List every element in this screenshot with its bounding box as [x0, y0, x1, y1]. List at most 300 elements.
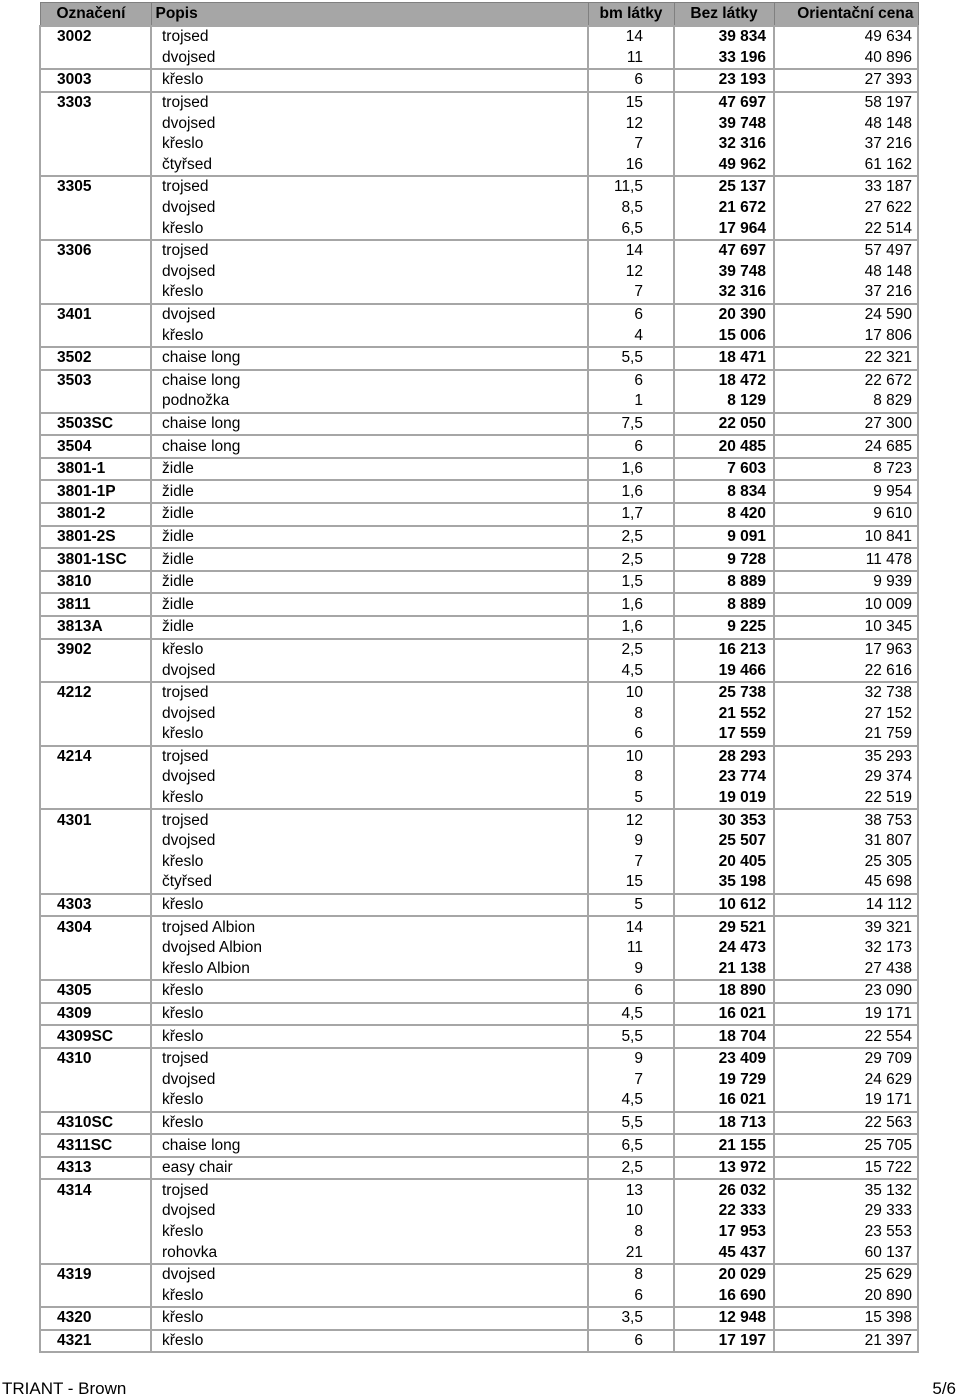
cell-without-fabric: 9 091 — [674, 526, 774, 549]
table-row — [40, 370, 918, 392]
cell-description: easy chair — [151, 1157, 588, 1180]
cell-price: 25 629 — [774, 1264, 918, 1286]
cell-code: 3811 — [40, 593, 151, 616]
cell-description: křeslo — [151, 1090, 588, 1112]
cell-without-fabric: 8 420 — [674, 503, 774, 526]
cell-fabric-meters: 12 — [588, 262, 674, 283]
cell-description: křeslo — [151, 282, 588, 304]
cell-without-fabric: 18 472 — [674, 370, 774, 392]
cell-description: křeslo — [151, 1222, 588, 1243]
table-row — [40, 526, 918, 549]
cell-description: trojsed — [151, 92, 588, 114]
cell-fabric-meters: 1 — [588, 391, 674, 413]
header-code: Označení — [40, 3, 151, 27]
footer-brand: TRIANT - Brown — [2, 1379, 127, 1398]
cell-fabric-meters: 5,5 — [588, 347, 674, 370]
cell-description: trojsed — [151, 26, 588, 48]
cell-code: 3813A — [40, 616, 151, 639]
cell-fabric-meters: 1,6 — [588, 616, 674, 639]
table-row — [40, 571, 918, 594]
cell-without-fabric: 49 962 — [674, 155, 774, 177]
cell-description: chaise long — [151, 370, 588, 392]
cell-price: 37 216 — [774, 134, 918, 155]
cell-description: židle — [151, 616, 588, 639]
cell-fabric-meters: 8 — [588, 1222, 674, 1243]
table-row — [40, 134, 918, 155]
cell-fabric-meters: 6 — [588, 435, 674, 458]
cell-description: židle — [151, 548, 588, 571]
cell-description: dvojsed Albion — [151, 938, 588, 959]
table-row — [40, 703, 918, 724]
table-row — [40, 1222, 918, 1243]
cell-without-fabric: 9 225 — [674, 616, 774, 639]
table-row — [40, 48, 918, 70]
table-row — [40, 724, 918, 746]
cell-without-fabric: 16 021 — [674, 1090, 774, 1112]
cell-without-fabric: 39 748 — [674, 262, 774, 283]
cell-description: křeslo — [151, 325, 588, 347]
cell-code — [40, 660, 151, 682]
table-row — [40, 176, 918, 198]
table-row — [40, 347, 918, 370]
cell-description: podnožka — [151, 391, 588, 413]
header-indicative-price: Orientační cena — [774, 3, 918, 27]
cell-description: čtyřsed — [151, 872, 588, 894]
cell-price: 22 519 — [774, 788, 918, 810]
cell-code — [40, 1222, 151, 1243]
cell-without-fabric: 21 155 — [674, 1134, 774, 1157]
cell-code: 3504 — [40, 435, 151, 458]
cell-without-fabric: 16 213 — [674, 639, 774, 661]
cell-code: 4321 — [40, 1330, 151, 1353]
cell-price: 15 722 — [774, 1157, 918, 1180]
table-row — [40, 92, 918, 114]
cell-price: 8 723 — [774, 458, 918, 481]
cell-code — [40, 788, 151, 810]
cell-code: 3002 — [40, 26, 151, 48]
cell-code — [40, 1070, 151, 1091]
table-row — [40, 325, 918, 347]
cell-fabric-meters: 21 — [588, 1242, 674, 1264]
cell-without-fabric: 18 704 — [674, 1025, 774, 1048]
cell-price: 22 321 — [774, 347, 918, 370]
cell-fabric-meters: 1,6 — [588, 593, 674, 616]
cell-code — [40, 325, 151, 347]
cell-price: 25 705 — [774, 1134, 918, 1157]
table-row — [40, 1307, 918, 1330]
cell-price: 38 753 — [774, 809, 918, 831]
cell-fabric-meters: 6 — [588, 1285, 674, 1307]
cell-code: 3401 — [40, 304, 151, 326]
table-row — [40, 980, 918, 1003]
cell-description: křeslo — [151, 1003, 588, 1026]
cell-code — [40, 872, 151, 894]
cell-description: křeslo — [151, 134, 588, 155]
cell-fabric-meters: 6,5 — [588, 1134, 674, 1157]
cell-price: 23 553 — [774, 1222, 918, 1243]
cell-description: dvojsed — [151, 304, 588, 326]
cell-price: 21 397 — [774, 1330, 918, 1353]
cell-price: 58 197 — [774, 92, 918, 114]
cell-fabric-meters: 7,5 — [588, 413, 674, 436]
table-row — [40, 639, 918, 661]
cell-without-fabric: 21 138 — [674, 959, 774, 981]
cell-price: 32 173 — [774, 938, 918, 959]
cell-description: chaise long — [151, 1134, 588, 1157]
cell-fabric-meters: 2,5 — [588, 639, 674, 661]
cell-without-fabric: 17 964 — [674, 218, 774, 240]
cell-without-fabric: 39 748 — [674, 113, 774, 134]
cell-code — [40, 198, 151, 219]
cell-fabric-meters: 14 — [588, 26, 674, 48]
cell-fabric-meters: 5,5 — [588, 1112, 674, 1135]
cell-description: dvojsed — [151, 831, 588, 852]
cell-fabric-meters: 9 — [588, 831, 674, 852]
cell-description: křeslo — [151, 639, 588, 661]
cell-without-fabric: 21 552 — [674, 703, 774, 724]
cell-fabric-meters: 7 — [588, 1070, 674, 1091]
cell-without-fabric: 17 197 — [674, 1330, 774, 1353]
cell-description: trojsed — [151, 1048, 588, 1070]
table-row — [40, 1242, 918, 1264]
cell-code: 3502 — [40, 347, 151, 370]
cell-code: 3305 — [40, 176, 151, 198]
table-row — [40, 1112, 918, 1135]
cell-without-fabric: 32 316 — [674, 282, 774, 304]
cell-code: 3503SC — [40, 413, 151, 436]
table-row — [40, 809, 918, 831]
cell-fabric-meters: 6 — [588, 980, 674, 1003]
table-row — [40, 682, 918, 704]
cell-price: 22 554 — [774, 1025, 918, 1048]
price-table — [39, 2, 919, 1353]
table-row — [40, 198, 918, 219]
cell-without-fabric: 45 437 — [674, 1242, 774, 1264]
cell-without-fabric: 19 019 — [674, 788, 774, 810]
cell-fabric-meters: 1,5 — [588, 571, 674, 594]
cell-fabric-meters: 11,5 — [588, 176, 674, 198]
cell-fabric-meters: 8 — [588, 703, 674, 724]
cell-code — [40, 1090, 151, 1112]
cell-fabric-meters: 4,5 — [588, 1003, 674, 1026]
cell-without-fabric: 20 405 — [674, 852, 774, 873]
cell-code — [40, 724, 151, 746]
cell-fabric-meters: 5 — [588, 788, 674, 810]
cell-code: 4310SC — [40, 1112, 151, 1135]
table-row — [40, 831, 918, 852]
cell-fabric-meters: 6 — [588, 69, 674, 92]
cell-without-fabric: 25 137 — [674, 176, 774, 198]
cell-without-fabric: 9 728 — [674, 548, 774, 571]
cell-code: 4311SC — [40, 1134, 151, 1157]
cell-without-fabric: 23 409 — [674, 1048, 774, 1070]
table-row — [40, 240, 918, 262]
cell-price: 33 187 — [774, 176, 918, 198]
cell-without-fabric: 20 390 — [674, 304, 774, 326]
cell-price: 10 009 — [774, 593, 918, 616]
cell-code — [40, 155, 151, 177]
table-row — [40, 1330, 918, 1353]
footer-page-number: 5/6 — [932, 1379, 956, 1398]
cell-fabric-meters: 4,5 — [588, 660, 674, 682]
cell-code — [40, 852, 151, 873]
cell-code — [40, 767, 151, 788]
cell-description: chaise long — [151, 347, 588, 370]
cell-price: 10 841 — [774, 526, 918, 549]
table-row — [40, 959, 918, 981]
cell-price: 35 132 — [774, 1179, 918, 1201]
cell-without-fabric: 12 948 — [674, 1307, 774, 1330]
cell-description: dvojsed — [151, 1201, 588, 1222]
table-row — [40, 435, 918, 458]
table-row — [40, 894, 918, 917]
cell-description: křeslo — [151, 894, 588, 917]
cell-fabric-meters: 11 — [588, 938, 674, 959]
cell-code: 3306 — [40, 240, 151, 262]
cell-without-fabric: 33 196 — [674, 48, 774, 70]
table-row — [40, 1179, 918, 1201]
table-row — [40, 788, 918, 810]
table-row — [40, 660, 918, 682]
table-row — [40, 1264, 918, 1286]
cell-without-fabric: 19 466 — [674, 660, 774, 682]
cell-price: 27 393 — [774, 69, 918, 92]
cell-without-fabric: 18 713 — [674, 1112, 774, 1135]
cell-without-fabric: 23 774 — [674, 767, 774, 788]
cell-fabric-meters: 5,5 — [588, 1025, 674, 1048]
cell-without-fabric: 22 333 — [674, 1201, 774, 1222]
cell-description: dvojsed — [151, 703, 588, 724]
cell-price: 15 398 — [774, 1307, 918, 1330]
header-without-fabric: Bez látky — [674, 3, 774, 27]
cell-price: 22 563 — [774, 1112, 918, 1135]
cell-fabric-meters: 13 — [588, 1179, 674, 1201]
cell-price: 40 896 — [774, 48, 918, 70]
cell-price: 29 333 — [774, 1201, 918, 1222]
cell-without-fabric: 23 193 — [674, 69, 774, 92]
cell-without-fabric: 16 690 — [674, 1285, 774, 1307]
cell-price: 25 305 — [774, 852, 918, 873]
table-row — [40, 391, 918, 413]
cell-description: židle — [151, 593, 588, 616]
cell-fabric-meters: 12 — [588, 809, 674, 831]
table-row — [40, 413, 918, 436]
cell-code — [40, 48, 151, 70]
cell-code — [40, 134, 151, 155]
cell-description: křeslo — [151, 1330, 588, 1353]
cell-fabric-meters: 7 — [588, 282, 674, 304]
table-row — [40, 593, 918, 616]
cell-code: 4309 — [40, 1003, 151, 1026]
header-fabric-meters: bm látky — [588, 3, 674, 27]
table-row — [40, 69, 918, 92]
cell-description: trojsed — [151, 746, 588, 768]
cell-description: křeslo Albion — [151, 959, 588, 981]
cell-code — [40, 703, 151, 724]
cell-without-fabric: 17 953 — [674, 1222, 774, 1243]
table-row — [40, 480, 918, 503]
cell-fabric-meters: 8 — [588, 767, 674, 788]
cell-without-fabric: 29 521 — [674, 916, 774, 938]
cell-without-fabric: 25 507 — [674, 831, 774, 852]
table-row — [40, 155, 918, 177]
cell-price: 61 162 — [774, 155, 918, 177]
cell-fabric-meters: 12 — [588, 113, 674, 134]
cell-without-fabric: 17 559 — [674, 724, 774, 746]
cell-fabric-meters: 5 — [588, 894, 674, 917]
cell-price: 57 497 — [774, 240, 918, 262]
cell-code: 3003 — [40, 69, 151, 92]
cell-without-fabric: 21 672 — [674, 198, 774, 219]
cell-description: křeslo — [151, 788, 588, 810]
table-row — [40, 1025, 918, 1048]
table-header — [40, 3, 918, 27]
cell-price: 48 148 — [774, 113, 918, 134]
cell-code: 3303 — [40, 92, 151, 114]
cell-without-fabric: 20 029 — [674, 1264, 774, 1286]
cell-fabric-meters: 9 — [588, 1048, 674, 1070]
table-row — [40, 503, 918, 526]
cell-fabric-meters: 4,5 — [588, 1090, 674, 1112]
table-row — [40, 1090, 918, 1112]
cell-description: dvojsed — [151, 48, 588, 70]
cell-price: 49 634 — [774, 26, 918, 48]
cell-without-fabric: 20 485 — [674, 435, 774, 458]
cell-price: 9 954 — [774, 480, 918, 503]
table-row — [40, 1070, 918, 1091]
cell-fabric-meters: 7 — [588, 852, 674, 873]
cell-description: dvojsed — [151, 113, 588, 134]
table-row — [40, 767, 918, 788]
cell-without-fabric: 25 738 — [674, 682, 774, 704]
cell-price: 27 300 — [774, 413, 918, 436]
cell-description: dvojsed — [151, 198, 588, 219]
cell-price: 35 293 — [774, 746, 918, 768]
table-row — [40, 262, 918, 283]
cell-price: 11 478 — [774, 548, 918, 571]
cell-price: 22 672 — [774, 370, 918, 392]
cell-fabric-meters: 14 — [588, 916, 674, 938]
cell-without-fabric: 18 890 — [674, 980, 774, 1003]
cell-code: 4214 — [40, 746, 151, 768]
table-row — [40, 113, 918, 134]
cell-without-fabric: 8 834 — [674, 480, 774, 503]
cell-price: 29 709 — [774, 1048, 918, 1070]
cell-code — [40, 959, 151, 981]
cell-without-fabric: 35 198 — [674, 872, 774, 894]
cell-code: 3503 — [40, 370, 151, 392]
cell-code: 4320 — [40, 1307, 151, 1330]
cell-description: dvojsed — [151, 660, 588, 682]
cell-price: 27 152 — [774, 703, 918, 724]
cell-fabric-meters: 6 — [588, 1330, 674, 1353]
cell-fabric-meters: 1,6 — [588, 458, 674, 481]
cell-code: 4309SC — [40, 1025, 151, 1048]
cell-without-fabric: 26 032 — [674, 1179, 774, 1201]
table-row — [40, 26, 918, 48]
cell-code — [40, 1242, 151, 1264]
cell-without-fabric: 10 612 — [674, 894, 774, 917]
cell-description: židle — [151, 458, 588, 481]
table-row — [40, 1157, 918, 1180]
cell-code — [40, 938, 151, 959]
cell-price: 23 090 — [774, 980, 918, 1003]
cell-price: 27 622 — [774, 198, 918, 219]
cell-code: 4313 — [40, 1157, 151, 1180]
cell-code: 4305 — [40, 980, 151, 1003]
cell-code: 4310 — [40, 1048, 151, 1070]
cell-price: 14 112 — [774, 894, 918, 917]
cell-fabric-meters: 8 — [588, 1264, 674, 1286]
table-row — [40, 1134, 918, 1157]
cell-fabric-meters: 6 — [588, 304, 674, 326]
table-row — [40, 1048, 918, 1070]
cell-description: křeslo — [151, 852, 588, 873]
cell-description: židle — [151, 571, 588, 594]
cell-without-fabric: 8 129 — [674, 391, 774, 413]
cell-without-fabric: 8 889 — [674, 571, 774, 594]
cell-description: trojsed — [151, 809, 588, 831]
cell-fabric-meters: 3,5 — [588, 1307, 674, 1330]
cell-fabric-meters: 10 — [588, 746, 674, 768]
cell-code — [40, 282, 151, 304]
cell-description: křeslo — [151, 69, 588, 92]
cell-description: dvojsed — [151, 767, 588, 788]
cell-fabric-meters: 11 — [588, 48, 674, 70]
cell-fabric-meters: 15 — [588, 872, 674, 894]
cell-code — [40, 218, 151, 240]
cell-without-fabric: 24 473 — [674, 938, 774, 959]
table-row — [40, 746, 918, 768]
cell-price: 22 514 — [774, 218, 918, 240]
cell-description: trojsed — [151, 1179, 588, 1201]
cell-description: trojsed — [151, 682, 588, 704]
cell-code: 3902 — [40, 639, 151, 661]
cell-without-fabric: 18 471 — [674, 347, 774, 370]
cell-fabric-meters: 2,5 — [588, 1157, 674, 1180]
cell-description: křeslo — [151, 980, 588, 1003]
cell-price: 8 829 — [774, 391, 918, 413]
cell-without-fabric: 8 889 — [674, 593, 774, 616]
cell-price: 24 590 — [774, 304, 918, 326]
table-body — [40, 26, 918, 1352]
cell-price: 17 806 — [774, 325, 918, 347]
cell-fabric-meters: 6,5 — [588, 218, 674, 240]
cell-code: 4314 — [40, 1179, 151, 1201]
cell-description: dvojsed — [151, 1264, 588, 1286]
cell-code: 4304 — [40, 916, 151, 938]
cell-fabric-meters: 1,7 — [588, 503, 674, 526]
cell-code — [40, 1201, 151, 1222]
cell-description: dvojsed — [151, 262, 588, 283]
cell-code — [40, 1285, 151, 1307]
cell-description: křeslo — [151, 218, 588, 240]
cell-without-fabric: 7 603 — [674, 458, 774, 481]
cell-fabric-meters: 4 — [588, 325, 674, 347]
table-row — [40, 1003, 918, 1026]
cell-price: 19 171 — [774, 1090, 918, 1112]
cell-without-fabric: 19 729 — [674, 1070, 774, 1091]
cell-code: 3801-1 — [40, 458, 151, 481]
header-row — [40, 3, 918, 27]
cell-price: 24 685 — [774, 435, 918, 458]
cell-fabric-meters: 9 — [588, 959, 674, 981]
cell-price: 32 738 — [774, 682, 918, 704]
cell-price: 45 698 — [774, 872, 918, 894]
cell-without-fabric: 15 006 — [674, 325, 774, 347]
header-description: Popis — [151, 3, 588, 27]
cell-code — [40, 113, 151, 134]
